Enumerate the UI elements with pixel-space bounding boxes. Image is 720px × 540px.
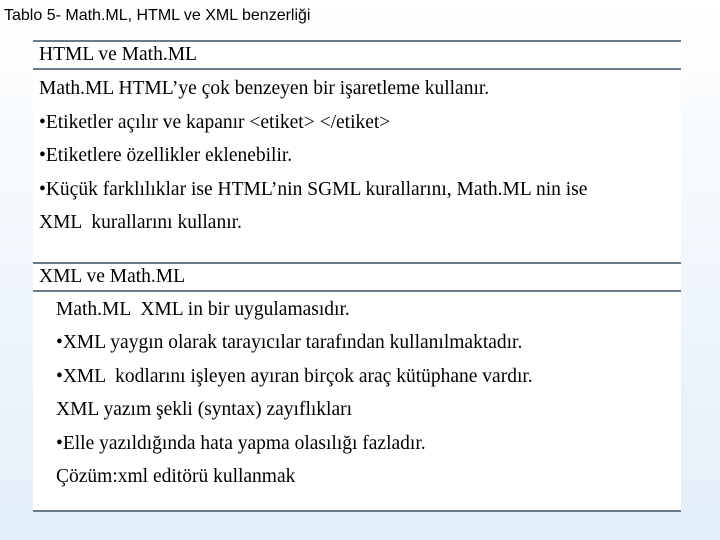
text-line: XML kurallarını kullanır. bbox=[39, 212, 242, 233]
text-line: •Elle yazıldığında hata yapma olasılığı fazladır. bbox=[56, 432, 426, 454]
section-body bbox=[39, 72, 587, 240]
section-heading: HTML ve Math.ML bbox=[39, 44, 197, 65]
section-html-vs-mathml bbox=[33, 40, 681, 262]
text-line: •Etiketler açılır ve kapanır <etiket> </etiket> bbox=[39, 111, 391, 133]
text-line: •XML yaygın olarak tarayıcılar tarafından kullanılmaktadır. bbox=[56, 332, 523, 354]
heading-rule bbox=[33, 68, 681, 70]
heading-rule bbox=[33, 290, 681, 292]
slide-title: Tablo 5- Math.ML, HTML ve XML benzerliği bbox=[4, 7, 311, 24]
bottom-rule bbox=[33, 510, 681, 512]
text-line: Math.ML XML in bir uygulamasıdır. bbox=[56, 299, 350, 320]
text-line: •XML kodlarını işleyen ayıran birçok araç kütüphane vardır. bbox=[56, 365, 533, 387]
text-line: •Etiketlere özellikler eklenebilir. bbox=[39, 145, 293, 166]
section-body bbox=[56, 293, 533, 493]
text-line: •Küçük farklılıklar ise HTML’nin SGML kurallarını, Math.ML nin ise bbox=[39, 178, 588, 200]
text-line: Math.ML HTML’ye çok benzeyen bir işaretleme kullanır. bbox=[39, 78, 490, 99]
section-xml-vs-mathml bbox=[33, 262, 681, 512]
section-heading: XML ve Math.ML bbox=[39, 266, 186, 287]
text-line: XML yazım şekli (syntax) zayıflıkları bbox=[56, 399, 353, 421]
text-line: Çözüm:xml editörü kullanmak bbox=[56, 466, 296, 488]
